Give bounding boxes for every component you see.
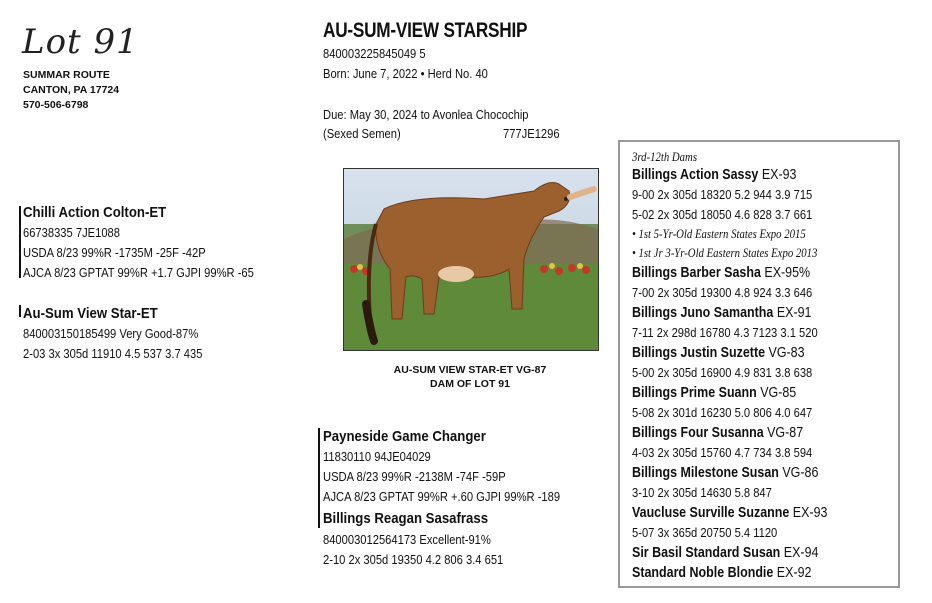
sire-usda: USDA 8/23 99%R -1735M -25F -42P (23, 245, 206, 260)
dam-entry-label: Sir Basil Standard Susan (632, 545, 781, 561)
cow-illustration (344, 169, 598, 350)
dam-entry-name (632, 167, 796, 183)
consignor-name: SUMMAR ROUTE (23, 69, 110, 81)
dam-entry-record: 5-08 2x 301d 16230 5.0 806 4.0 647 (632, 405, 813, 420)
animal-id: 840003225845049 5 (323, 46, 426, 61)
animal-due: Due: May 30, 2024 to Avonlea Chocochip (323, 107, 529, 122)
dam-entry-label: Billings Milestone Susan (632, 465, 779, 481)
animal-name: AU-SUM-VIEW STARSHIP (323, 19, 528, 42)
granddam-reg: 840003012564173 Excellent-91% (323, 532, 491, 547)
dam-entry-name (632, 265, 810, 281)
mgs-usda: USDA 8/23 99%R -2138M -74F -59P (323, 469, 506, 484)
animal-semen: (Sexed Semen) (323, 126, 401, 141)
dam-entry-name (632, 385, 796, 401)
dam-entry-score: EX-92 (776, 565, 812, 581)
dam-entry-score: VG-87 (767, 425, 804, 441)
dam-entry-label: Standard Noble Blondie (632, 565, 774, 581)
consignor-address: CANTON, PA 17724 (23, 84, 120, 96)
dam-entry-name (632, 465, 818, 481)
sire-bracket (19, 206, 21, 278)
sire-reg: 66738335 7JE1088 (23, 225, 120, 240)
granddam-name: Billings Reagan Sasafrass (323, 510, 489, 527)
dam-photo (343, 168, 599, 351)
dam-entry-label: Billings Barber Sasha (632, 265, 761, 281)
dam-entry-record: 9-00 2x 305d 18320 5.2 944 3.9 715 (632, 187, 813, 202)
dam-entry-score: EX-91 (776, 305, 812, 321)
dam-entry-score: EX-95% (764, 265, 811, 281)
consignor-block (23, 68, 119, 113)
photo-caption-line1: AU-SUM VIEW STAR-ET VG-87 (393, 364, 547, 376)
dam-entry-record: 3-10 2x 305d 14630 5.8 847 (632, 485, 772, 500)
dam-entry-label: Billings Justin Suzette (632, 345, 766, 361)
extended-dams-heading: 3rd-12th Dams (632, 150, 698, 164)
dam-entry-record: 5-02 2x 305d 18050 4.6 828 3.7 661 (632, 207, 813, 222)
sire-name: Chilli Action Colton-ET (23, 204, 167, 221)
dam-entry-label: Vaucluse Surville Suzanne (632, 505, 790, 521)
dam-entry-label: Billings Four Susanna (632, 425, 764, 441)
dam-entry-name (632, 305, 811, 321)
dam-entry-name (632, 545, 818, 561)
dam-entry-record: 7-11 2x 298d 16780 4.3 7123 3.1 520 (632, 325, 818, 340)
dam-reg: 840003150185499 Very Good-87% (23, 326, 199, 341)
sire-ajca: AJCA 8/23 GPTAT 99%R +1.7 GJPI 99%R -65 (23, 265, 254, 280)
dam-name: Au-Sum View Star-ET (23, 305, 158, 322)
mgs-ajca: AJCA 8/23 GPTAT 99%R +.60 GJPI 99%R -189 (323, 489, 561, 504)
photo-caption-line2: DAM OF LOT 91 (430, 378, 510, 390)
consignor-phone: 570-506-6798 (23, 99, 89, 111)
dam-entry-score: VG-83 (768, 345, 805, 361)
mgs-bracket (318, 428, 320, 528)
photo-caption (343, 363, 597, 391)
mgs-reg: 11830110 94JE04029 (323, 449, 431, 464)
dam-entry-score: VG-86 (782, 465, 819, 481)
dam-bracket (19, 305, 21, 317)
dam-entry-label: Billings Action Sassy (632, 167, 759, 183)
dam-entry-record: 5-07 3x 365d 20750 5.4 1120 (632, 525, 778, 540)
dam-entry-score: EX-93 (761, 167, 797, 183)
dam-entry-name (632, 565, 811, 581)
dam-entry-label: Billings Juno Samantha (632, 305, 774, 321)
dam-entry-label: Billings Prime Suann (632, 385, 757, 401)
dam-entry-score: EX-94 (783, 545, 819, 561)
mgs-name: Payneside Game Changer (323, 428, 486, 445)
dam-entry-name (632, 345, 805, 361)
dam-entry-name (632, 505, 827, 521)
granddam-record: 2-10 2x 305d 19350 4.2 806 3.4 651 (323, 552, 504, 567)
lot-number: Lot 91 (22, 22, 139, 62)
dam-entry-name (632, 425, 803, 441)
animal-semen-code: 777JE1296 (503, 126, 560, 141)
extended-dams-box (618, 140, 900, 588)
dam-entry-award: • 1st Jr 3-Yr-Old Eastern States Expo 2013 (632, 246, 818, 260)
dam-entry-record: 5-00 2x 305d 16900 4.9 831 3.8 638 (632, 365, 813, 380)
dam-entry-score: VG-85 (760, 385, 797, 401)
dam-record: 2-03 3x 305d 11910 4.5 537 3.7 435 (23, 346, 203, 361)
dam-entry-record: 7-00 2x 305d 19300 4.8 924 3.3 646 (632, 285, 813, 300)
animal-born: Born: June 7, 2022 • Herd No. 40 (323, 66, 488, 81)
dam-entry-record: 4-03 2x 305d 15760 4.7 734 3.8 594 (632, 445, 813, 460)
dam-entry-award: • 1st 5-Yr-Old Eastern States Expo 2015 (632, 227, 806, 241)
dam-entry-score: EX-93 (792, 505, 828, 521)
